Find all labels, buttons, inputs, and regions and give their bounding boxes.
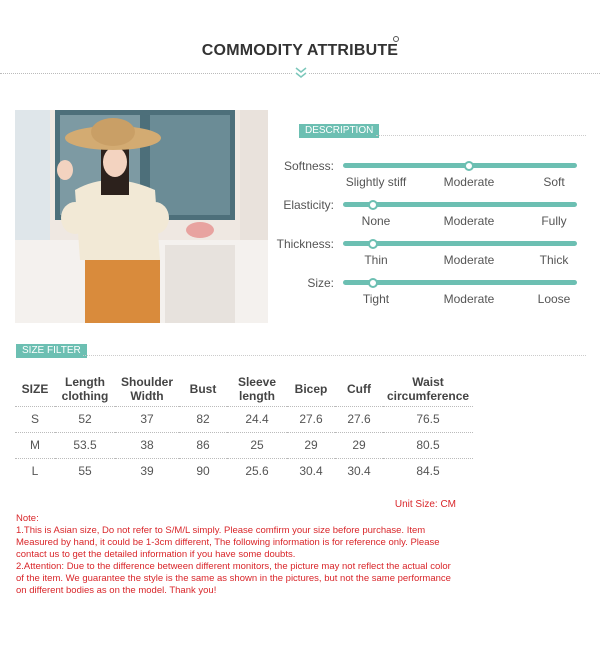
column-header: Waist circumference <box>383 372 473 406</box>
product-photo <box>15 110 268 323</box>
table-cell: S <box>15 406 55 432</box>
table-cell: 24.4 <box>227 406 287 432</box>
notes <box>16 513 461 597</box>
divider <box>83 355 586 356</box>
attribute-slider-track <box>343 280 577 285</box>
attribute-label: Size: <box>307 276 334 290</box>
column-header: Shoulder Width <box>115 372 179 406</box>
divider <box>376 135 586 136</box>
attribute-option-label: Thin <box>364 253 388 267</box>
note-heading: Note: <box>16 513 39 524</box>
table-cell: 55 <box>78 464 92 479</box>
table-row <box>15 432 473 458</box>
table-cell: 25 <box>227 432 287 458</box>
attribute-option-label: Moderate <box>443 253 495 267</box>
attribute-option-label: Loose <box>537 292 571 306</box>
attribute-slider-track <box>343 241 577 246</box>
table-header-row <box>15 372 473 406</box>
column-header: Bicep <box>287 372 335 406</box>
table-cell: 53.5 <box>55 432 115 458</box>
attribute-label: Elasticity: <box>283 198 334 212</box>
table-cell: 29 <box>335 432 383 458</box>
attribute-label: Thickness: <box>276 237 334 251</box>
attribute-option-label: Moderate <box>443 175 495 189</box>
table-row <box>15 458 473 484</box>
table-cell: 25.6 <box>245 464 269 479</box>
column-header: Sleeve length <box>227 372 287 406</box>
slider-knob <box>368 200 378 210</box>
table-cell: 76.5 <box>383 406 473 432</box>
table-row <box>15 406 473 432</box>
attribute-option-label: Tight <box>362 292 390 306</box>
column-header: Cuff <box>335 372 383 406</box>
page-title: COMMODITY ATTRIBUTE <box>201 42 399 59</box>
note-item: 1.This is Asian size, Do not refer to S/M/L simply. Please comfirm your size before purchase. Item Measured by hand, it could be 1-3cm different, The following information is for reference only. Please contact us to get the detailed information if you have some doubts. <box>16 525 440 560</box>
table-cell: 39 <box>140 464 154 479</box>
attribute-option-label: None <box>361 214 391 228</box>
table-cell: 27.6 <box>287 406 335 432</box>
table-cell: 29 <box>287 432 335 458</box>
unit-size-label: Unit Size: CM <box>394 499 456 510</box>
column-header: Length clothing <box>55 372 115 406</box>
table-cell: 30.4 <box>299 464 323 479</box>
table-cell: 38 <box>115 432 179 458</box>
table-cell: 52 <box>55 406 115 432</box>
slider-knob <box>368 278 378 288</box>
table-cell: 82 <box>179 406 227 432</box>
size-table <box>15 372 473 484</box>
attribute-option-label: Fully <box>541 214 567 228</box>
column-header: SIZE <box>15 372 55 406</box>
table-cell: 84.5 <box>416 464 440 479</box>
attribute-option-label: Moderate <box>443 292 495 306</box>
chevron-down-icon <box>293 66 309 80</box>
attribute-option-label: Soft <box>543 175 565 189</box>
slider-knob <box>464 161 474 171</box>
table-cell: L <box>31 464 39 479</box>
slider-knob <box>368 239 378 249</box>
size-filter-tag: SIZE FILTER <box>16 344 87 358</box>
table-cell: 86 <box>179 432 227 458</box>
title-circle-icon <box>393 36 399 42</box>
description-tag: DESCRIPTION <box>299 124 379 138</box>
column-header: Bust <box>179 372 227 406</box>
attribute-slider-track <box>343 202 577 207</box>
table-cell: 80.5 <box>383 432 473 458</box>
table-cell: 30.4 <box>347 464 371 479</box>
attribute-option-label: Slightly stiff <box>345 175 407 189</box>
attribute-option-label: Thick <box>539 253 569 267</box>
table-cell: 90 <box>196 464 210 479</box>
attribute-slider-track <box>343 163 577 168</box>
note-item: 2.Attention: Due to the difference between different monitors, the picture may not reflect the actual color of the item. We guarantee the style is the same as shown in the pictures, but not the same performance on different bodies as on the model. Thank you! <box>16 561 451 596</box>
table-cell: 27.6 <box>335 406 383 432</box>
attribute-label: Softness: <box>283 159 334 173</box>
table-cell: 37 <box>115 406 179 432</box>
table-cell: M <box>15 432 55 458</box>
attribute-option-label: Moderate <box>443 214 495 228</box>
